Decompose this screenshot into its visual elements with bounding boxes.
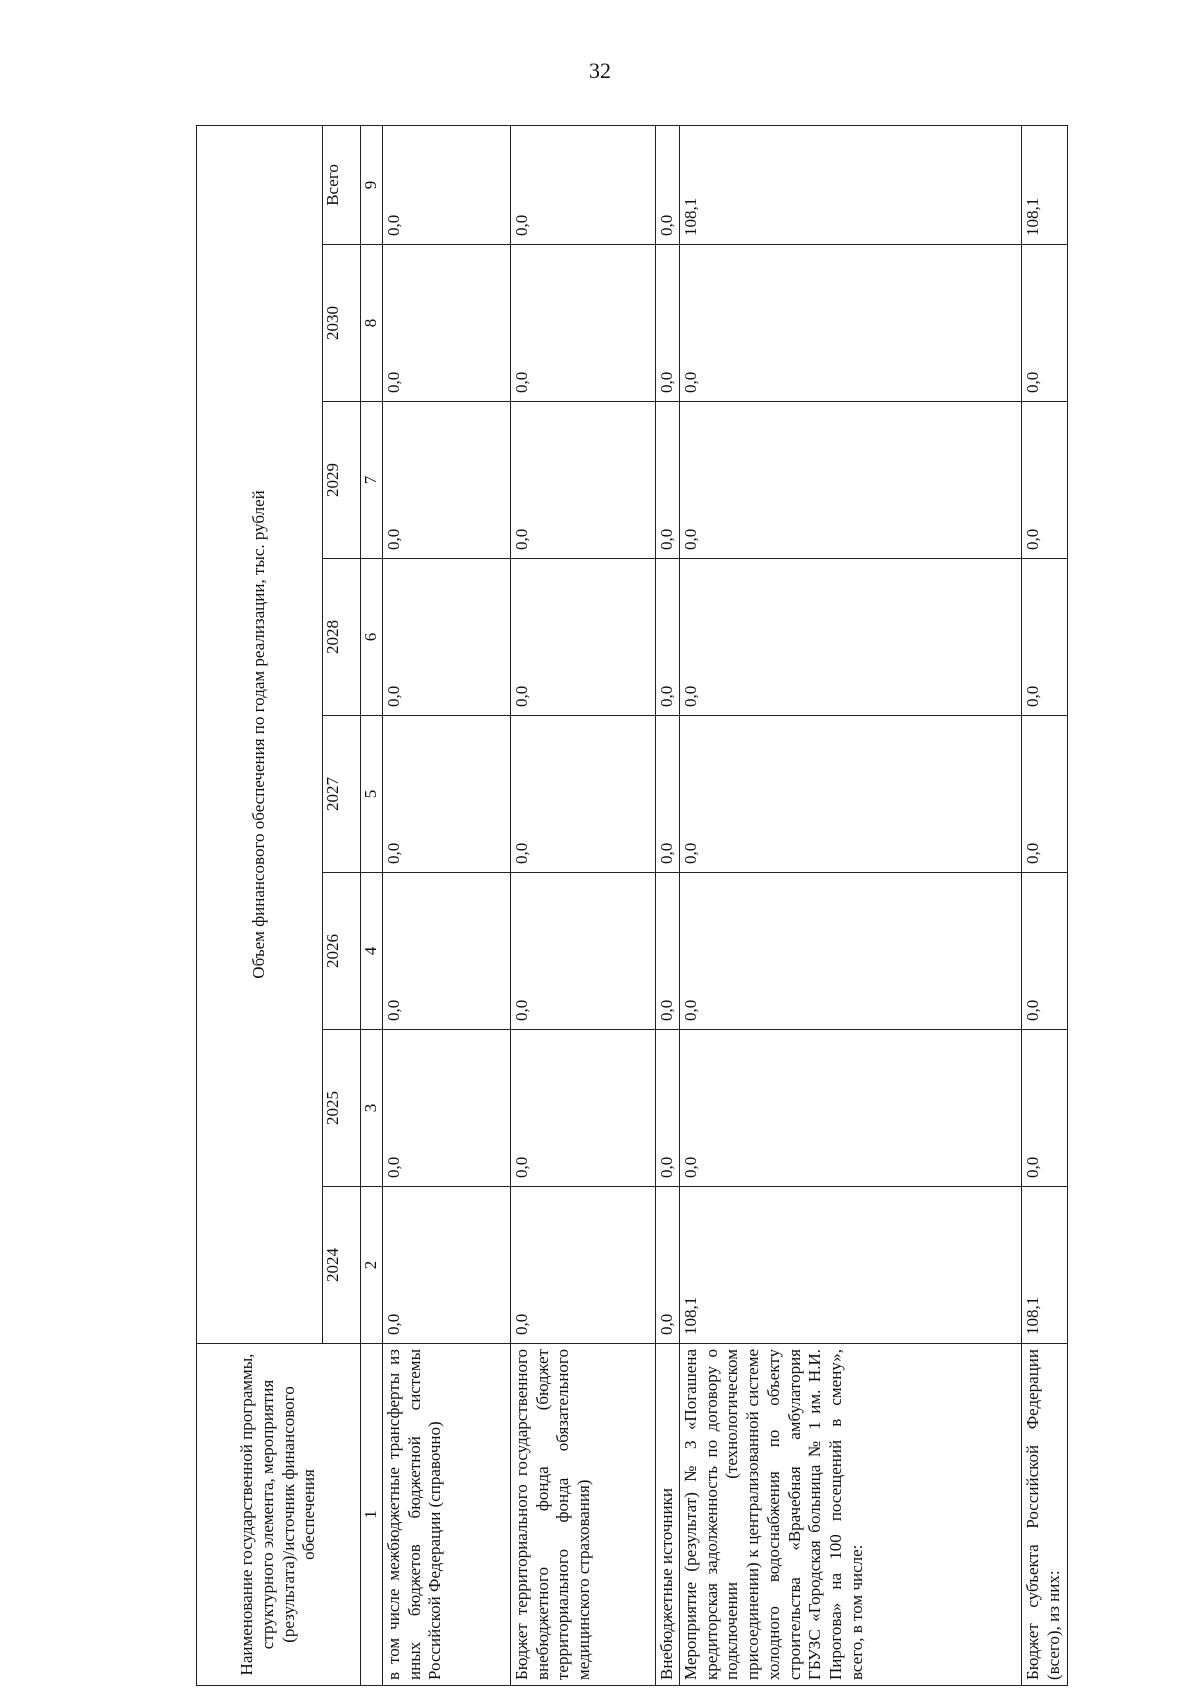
row-value: 0,0 — [511, 1187, 656, 1344]
row-value: 0,0 — [1022, 716, 1068, 873]
row-value: 0,0 — [383, 1187, 511, 1344]
row-value: 0,0 — [511, 125, 656, 244]
row-name: Внебюджетные источники — [656, 1344, 680, 1686]
row-value: 0,0 — [656, 402, 680, 559]
row-value: 0,0 — [656, 245, 680, 402]
column-number: 3 — [361, 1030, 383, 1187]
row-value: 0,0 — [656, 559, 680, 716]
header-name-column: Наименование государственной программы, структурного элемента, мероприятия (результата)/источник финансового обеспечения — [197, 1344, 361, 1686]
row-value: 0,0 — [1022, 1030, 1068, 1187]
row-value: 108,1 — [680, 125, 1022, 244]
row-name: Бюджет территориального государственного внебюджетного фонда (бюджет территориального фонда обязательного медицинского страхования) — [511, 1344, 656, 1686]
column-number: 1 — [361, 1344, 383, 1686]
row-value: 0,0 — [383, 402, 511, 559]
rotated-table-container — [196, 126, 1091, 1686]
row-value: 0,0 — [680, 1030, 1022, 1187]
row-value: 0,0 — [1022, 559, 1068, 716]
column-number: 4 — [361, 873, 383, 1030]
row-value: 108,1 — [1022, 1187, 1068, 1344]
row-value: 0,0 — [1022, 873, 1068, 1030]
row-value: 0,0 — [511, 873, 656, 1030]
row-value: 0,0 — [656, 1030, 680, 1187]
header-total: Всего — [323, 125, 361, 244]
table-row — [511, 125, 656, 1685]
row-value: 0,0 — [383, 1030, 511, 1187]
row-value: 0,0 — [656, 873, 680, 1030]
header-year: 2027 — [323, 716, 361, 873]
row-value: 0,0 — [680, 402, 1022, 559]
row-value: 0,0 — [1022, 402, 1068, 559]
row-value: 0,0 — [511, 1030, 656, 1187]
header-year: 2025 — [323, 1030, 361, 1187]
table-row — [656, 125, 680, 1685]
financing-table — [196, 125, 1068, 1686]
row-value: 0,0 — [656, 1187, 680, 1344]
row-value: 0,0 — [383, 125, 511, 244]
row-value: 0,0 — [383, 716, 511, 873]
table-row — [383, 125, 511, 1685]
row-value: 0,0 — [383, 245, 511, 402]
column-number: 5 — [361, 716, 383, 873]
row-value: 0,0 — [383, 559, 511, 716]
row-name: Бюджет субъекта Российской Федерации (всего), из них: — [1022, 1344, 1068, 1686]
row-value: 0,0 — [511, 245, 656, 402]
column-number: 9 — [361, 125, 383, 244]
header-year: 2028 — [323, 559, 361, 716]
row-value: 0,0 — [511, 402, 656, 559]
header-financing-group: Объем финансового обеспечения по годам реализации, тыс. рублей — [197, 125, 323, 1343]
row-value: 0,0 — [680, 559, 1022, 716]
row-value: 0,0 — [511, 559, 656, 716]
column-number: 2 — [361, 1187, 383, 1344]
row-name: в том числе межбюджетные трансферты из иных бюджетов бюджетной системы Российской Федерации (справочно) — [383, 1344, 511, 1686]
row-value: 0,0 — [656, 716, 680, 873]
column-number: 6 — [361, 559, 383, 716]
row-name: Мероприятие (результат) № 3 «Погашена кредиторская задолженность по договору о подключении (технологическом присоединении) к централизованной системе холодного водоснабжения по объекту строительства «Врачебная амбулатория ГБУЗС «Городская больница № 1 им. Н.И. Пирогова» на 100 посещений в смену», всего, в том числе: — [680, 1344, 1022, 1686]
row-value: 0,0 — [511, 716, 656, 873]
row-value: 0,0 — [383, 873, 511, 1030]
row-value: 0,0 — [680, 716, 1022, 873]
page-number: 32 — [589, 58, 611, 83]
header-year: 2026 — [323, 873, 361, 1030]
row-value: 0,0 — [680, 873, 1022, 1030]
row-value: 0,0 — [680, 245, 1022, 402]
column-number: 7 — [361, 402, 383, 559]
row-value: 0,0 — [1022, 245, 1068, 402]
table-row — [1022, 125, 1068, 1685]
header-year: 2029 — [323, 402, 361, 559]
table-row — [680, 125, 1022, 1685]
column-number: 8 — [361, 245, 383, 402]
row-value: 108,1 — [1022, 125, 1068, 244]
header-year: 2024 — [323, 1187, 361, 1344]
row-value: 0,0 — [656, 125, 680, 244]
header-year: 2030 — [323, 245, 361, 402]
row-value: 108,1 — [680, 1187, 1022, 1344]
